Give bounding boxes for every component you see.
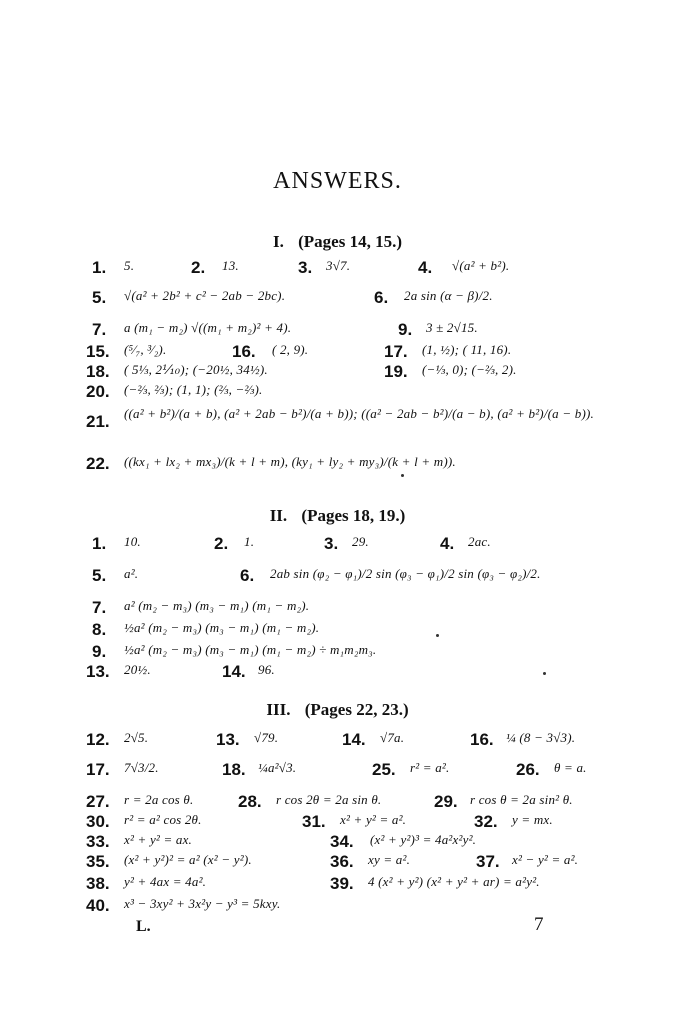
question-number: 37. — [476, 852, 500, 871]
question-number: 14. — [222, 662, 246, 681]
answer-text: 20½. — [124, 662, 151, 677]
answer-text: x³ − 3xy² + 3x²y − y³ = 5kxy. — [124, 896, 281, 911]
answer-row — [0, 598, 675, 622]
question-number: 5. — [92, 566, 107, 585]
print-speck — [401, 474, 404, 477]
answer-row — [0, 288, 675, 312]
answer-text: y² + 4ax = 4a². — [124, 874, 207, 889]
question-number: 1. — [92, 534, 107, 553]
answer-text: 4 (x² + y²) (x² + y² + ar) = a²y². — [368, 874, 540, 889]
answer-text: √(a² + 2b² + c² − 2ab − 2bc). — [124, 288, 286, 303]
question-number: 7. — [92, 598, 107, 617]
answer-text: 29. — [352, 534, 369, 549]
answer-text: (−⅔, ⅔); (1, 1); (⅔, −⅔). — [124, 382, 263, 397]
answer-text: (⁵⁄₇, ³⁄₂). — [124, 342, 167, 357]
answer-text: 5. — [124, 258, 135, 273]
answer-text: a² (m₂ − m₃) (m₃ − m₁) (m₁ − m₂). — [124, 598, 310, 613]
answer-text: √79. — [254, 730, 279, 745]
section-pages: (Pages 22, 23.) — [304, 700, 409, 719]
question-number: 8. — [92, 620, 107, 639]
page-number: 7 — [534, 914, 544, 935]
answer-text: 2a sin (α − β)/2. — [404, 288, 493, 303]
question-number: 26. — [516, 760, 540, 779]
answer-text: 13. — [222, 258, 239, 273]
answer-row — [0, 320, 675, 344]
answer-text: 3√7. — [326, 258, 351, 273]
question-number: 22. — [86, 454, 110, 473]
answer-row — [0, 382, 675, 406]
answer-text: θ = a. — [554, 760, 587, 775]
answer-text: ((kx₁ + lx₂ + mx₃)/(k + l + m), (ky₁ + ly₂ + my₃)/(k + l + m)). — [124, 454, 456, 469]
question-number: 32. — [474, 812, 498, 831]
question-number: 25. — [372, 760, 396, 779]
answer-text: √(a² + b²). — [452, 258, 510, 273]
question-number: 40. — [86, 896, 110, 915]
answer-text: xy = a². — [368, 852, 411, 867]
question-number: 20. — [86, 382, 110, 401]
question-number: 30. — [86, 812, 110, 831]
signature-mark: L. — [136, 918, 151, 935]
answer-row — [0, 874, 675, 898]
answer-text: r² = a². — [410, 760, 450, 775]
answer-text: 96. — [258, 662, 275, 677]
answer-text: ½a² (m₂ − m₃) (m₃ − m₁) (m₁ − m₂) ÷ m₁m₂m₃. — [124, 642, 377, 657]
answer-text: 7√3/2. — [124, 760, 159, 775]
answer-text: 2√5. — [124, 730, 149, 745]
answer-text: r = 2a cos θ. — [124, 792, 194, 807]
question-number: 36. — [330, 852, 354, 871]
answer-row — [0, 566, 675, 590]
answer-row — [0, 620, 675, 644]
answer-row — [0, 406, 675, 436]
answer-text: √7a. — [380, 730, 405, 745]
question-number: 38. — [86, 874, 110, 893]
question-number: 16. — [470, 730, 494, 749]
answer-text: 3 ± 2√15. — [426, 320, 478, 335]
print-speck — [543, 672, 546, 675]
question-number: 18. — [86, 362, 110, 381]
question-number: 15. — [86, 342, 110, 361]
question-number: 17. — [384, 342, 408, 361]
answer-text: (x² + y²)³ = 4a²x²y². — [370, 832, 477, 847]
section-label: I. — [273, 232, 284, 251]
question-number: 28. — [238, 792, 262, 811]
answer-row — [0, 896, 675, 920]
section-heading-1 — [0, 232, 675, 252]
answer-text: 1. — [244, 534, 255, 549]
question-number: 2. — [214, 534, 229, 553]
answer-text: ((a² + b²)/(a + b), (a² + 2ab − b²)/(a + b)); ((a² − 2ab − b²)/(a − b), (a² + b²)/(a − b)). — [124, 406, 594, 421]
answer-text: a². — [124, 566, 139, 581]
section-heading-2 — [0, 506, 675, 526]
answer-text: r cos θ = 2a sin² θ. — [470, 792, 573, 807]
question-number: 31. — [302, 812, 326, 831]
question-number: 12. — [86, 730, 110, 749]
question-number: 39. — [330, 874, 354, 893]
section-pages: (Pages 14, 15.) — [298, 232, 402, 251]
section-pages: (Pages 18, 19.) — [301, 506, 406, 525]
answer-row — [0, 454, 675, 478]
answer-row — [0, 852, 675, 876]
answer-row — [0, 730, 675, 754]
question-number: 17. — [86, 760, 110, 779]
answer-text: r² = a² cos 2θ. — [124, 812, 202, 827]
question-number: 13. — [86, 662, 110, 681]
answer-text: ( 5⅓, 2⅒); (−20½, 34½). — [124, 362, 268, 377]
answer-text: ( 2, 9). — [272, 342, 309, 357]
question-number: 29. — [434, 792, 458, 811]
answer-row — [0, 258, 675, 282]
page-title: ANSWERS. — [273, 168, 402, 194]
answer-text: y = mx. — [512, 812, 553, 827]
answer-text: x² + y² = ax. — [124, 832, 192, 847]
question-number: 9. — [92, 642, 107, 661]
answer-text: x² + y² = a². — [340, 812, 407, 827]
section-label: II. — [269, 506, 288, 525]
question-number: 18. — [222, 760, 246, 779]
question-number: 2. — [191, 258, 206, 277]
answer-text: (x² + y²)² = a² (x² − y²). — [124, 852, 252, 867]
answer-text: 10. — [124, 534, 141, 549]
answer-text: ½a² (m₂ − m₃) (m₃ − m₁) (m₁ − m₂). — [124, 620, 320, 635]
print-speck — [436, 634, 439, 637]
answer-text: (1, ½); ( 11, 16). — [422, 342, 512, 357]
question-number: 4. — [440, 534, 455, 553]
answer-text: a (m₁ − m₂) √((m₁ + m₂)² + 4). — [124, 320, 292, 335]
question-number: 35. — [86, 852, 110, 871]
answer-text: (−⅓, 0); (−⅔, 2). — [422, 362, 517, 377]
answer-text: ¼a²√3. — [258, 760, 297, 775]
question-number: 21. — [86, 412, 110, 431]
answer-row — [0, 662, 675, 686]
question-number: 33. — [86, 832, 110, 851]
answer-row — [0, 534, 675, 558]
answer-text: r cos 2θ = 2a sin θ. — [276, 792, 382, 807]
question-number: 6. — [240, 566, 255, 585]
question-number: 6. — [374, 288, 389, 307]
section-label: III. — [266, 700, 291, 719]
section-heading-3 — [0, 700, 675, 720]
question-number: 13. — [216, 730, 240, 749]
question-number: 34. — [330, 832, 354, 851]
answer-text: 2ab sin (φ₂ − φ₁)/2 sin (φ₃ − φ₁)/2 sin (φ₃ − φ₂)/2. — [270, 566, 541, 581]
question-number: 9. — [398, 320, 413, 339]
question-number: 3. — [324, 534, 339, 553]
answer-row — [0, 760, 675, 784]
answer-text: 2ac. — [468, 534, 491, 549]
question-number: 27. — [86, 792, 110, 811]
question-number: 7. — [92, 320, 107, 339]
question-number: 19. — [384, 362, 408, 381]
question-number: 3. — [298, 258, 313, 277]
answer-text: x² − y² = a². — [512, 852, 579, 867]
answer-text: ¼ (8 − 3√3). — [506, 730, 576, 745]
question-number: 16. — [232, 342, 256, 361]
question-number: 1. — [92, 258, 107, 277]
question-number: 4. — [418, 258, 433, 277]
question-number: 14. — [342, 730, 366, 749]
question-number: 5. — [92, 288, 107, 307]
